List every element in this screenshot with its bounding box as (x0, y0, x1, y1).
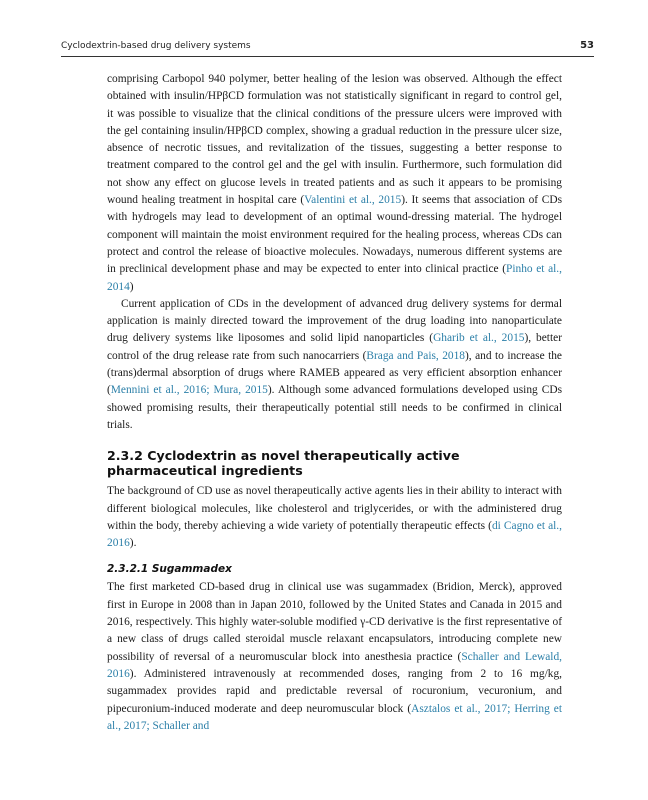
citation-link[interactable]: Valentini et al., 2015 (304, 194, 402, 207)
page-number: 53 (580, 40, 594, 51)
running-title: Cyclodextrin-based drug delivery systems (61, 41, 251, 51)
text-run: ). It seems that association of CDs with hydrogels may lead to development of an optimal wound-dressing material. The hydrogel component will maintain the moist environment required for the healing process, whereas CDs can protect and control the release of bioactive molecules. Nowadays, numerous different systems are in preclinical development phase and may be expected to enter into clinical practice ( (107, 194, 562, 276)
paragraph-4 (107, 579, 562, 735)
citation-link[interactable]: di Cagno et al., 2016 (107, 519, 562, 550)
header-rule (61, 56, 594, 57)
text-run: ), and to increase the (trans)dermal absorption of drugs where RAMEB appeared as very efficient absorption enhancer ( (107, 349, 562, 397)
section-heading: 2.3.2 Cyclodextrin as novel therapeutically active pharmaceutical ingredients (107, 448, 460, 479)
citation-link[interactable]: Schaller and Lewald, 2016 (107, 650, 562, 680)
citation-link[interactable]: Asztalos et al., 2017; Herring et al., 2017; Schaller and (107, 702, 562, 732)
text-run: comprising Carbopol 940 polymer, better healing of the lesion was observed. Although the effect obtained with insulin/HPβCD formulation was not statistically significant in regard to control gel, it was possible to visualize that the clinical conditions of the pressure ulcers were improved with the gel containing insulin/HPβCD complex, showing a gradual reduction in the pressure ulcer size, absence of necrotic tissues, and revitalization of the tissues, suggesting a better response to treatment compared to the control gel and the gel with insulin. Furthermore, such formulation did not show any effect on glucose levels in treated patients and as such it appears to be promising wound healing treatment in hospital care ( (107, 73, 562, 207)
citation-link[interactable]: Mennini et al., 2016; Mura, 2015 (110, 384, 268, 397)
paragraph-1 (107, 71, 562, 296)
text-run: Current application of CDs in the development of advanced drug delivery systems for dermal application is mainly directed toward the improvement of the drug loading into nanoparticulate drug delivery systems like liposomes and solid lipid nanoparticles ( (107, 297, 562, 345)
paragraph-3 (107, 483, 562, 552)
text-run: The first marketed CD-based drug in clinical use was sugammadex (Bridion, Merck), approved first in Europe in 2008 than in Japan 2010, followed by the United States and Canada in 2015 and 2016, respectively. This highly water-soluble modified γ-CD derivative is the first representative of a new class of drugs called steroidal muscle relaxant encapsulators, introducing complete new possibility of reversal of a neuromuscular block into anesthesia practice ( (107, 581, 562, 663)
text-run: The background of CD use as novel therapeutically active agents lies in their ability to interact with different biological molecules, like cholesterol and triglycerides, or with the administered drug within the body, thereby achieving a wide variety of potentially therapeutic effects ( (107, 485, 562, 532)
text-run: ), better control of the drug release rate from such nanocarriers ( (107, 332, 562, 362)
citation-link[interactable]: Braga and Pais, 2018 (366, 349, 466, 362)
subsection-heading: 2.3.2.1 Sugammadex (107, 563, 232, 576)
text-run: ) (129, 280, 134, 293)
citation-link[interactable]: Gharib et al., 2015 (433, 332, 525, 345)
paragraph-2 (107, 296, 562, 434)
text-run: ). Although some advanced formulations developed using CDs showed promising results, their therapeutically potential still needs to be confirmed in clinical trials. (107, 384, 563, 431)
citation-link[interactable]: Pinho et al., 2014 (107, 263, 563, 293)
article-body (107, 71, 562, 735)
text-run: ). (129, 537, 137, 550)
text-run: ). Administered intravenously at recommended doses, ranging from 2 to 16 mg/kg, sugammadex provides rapid and predictable reversal of rocuronium, vecuronium, and pipecuronium-induced moderate and deep neuromuscular block ( (107, 667, 562, 715)
